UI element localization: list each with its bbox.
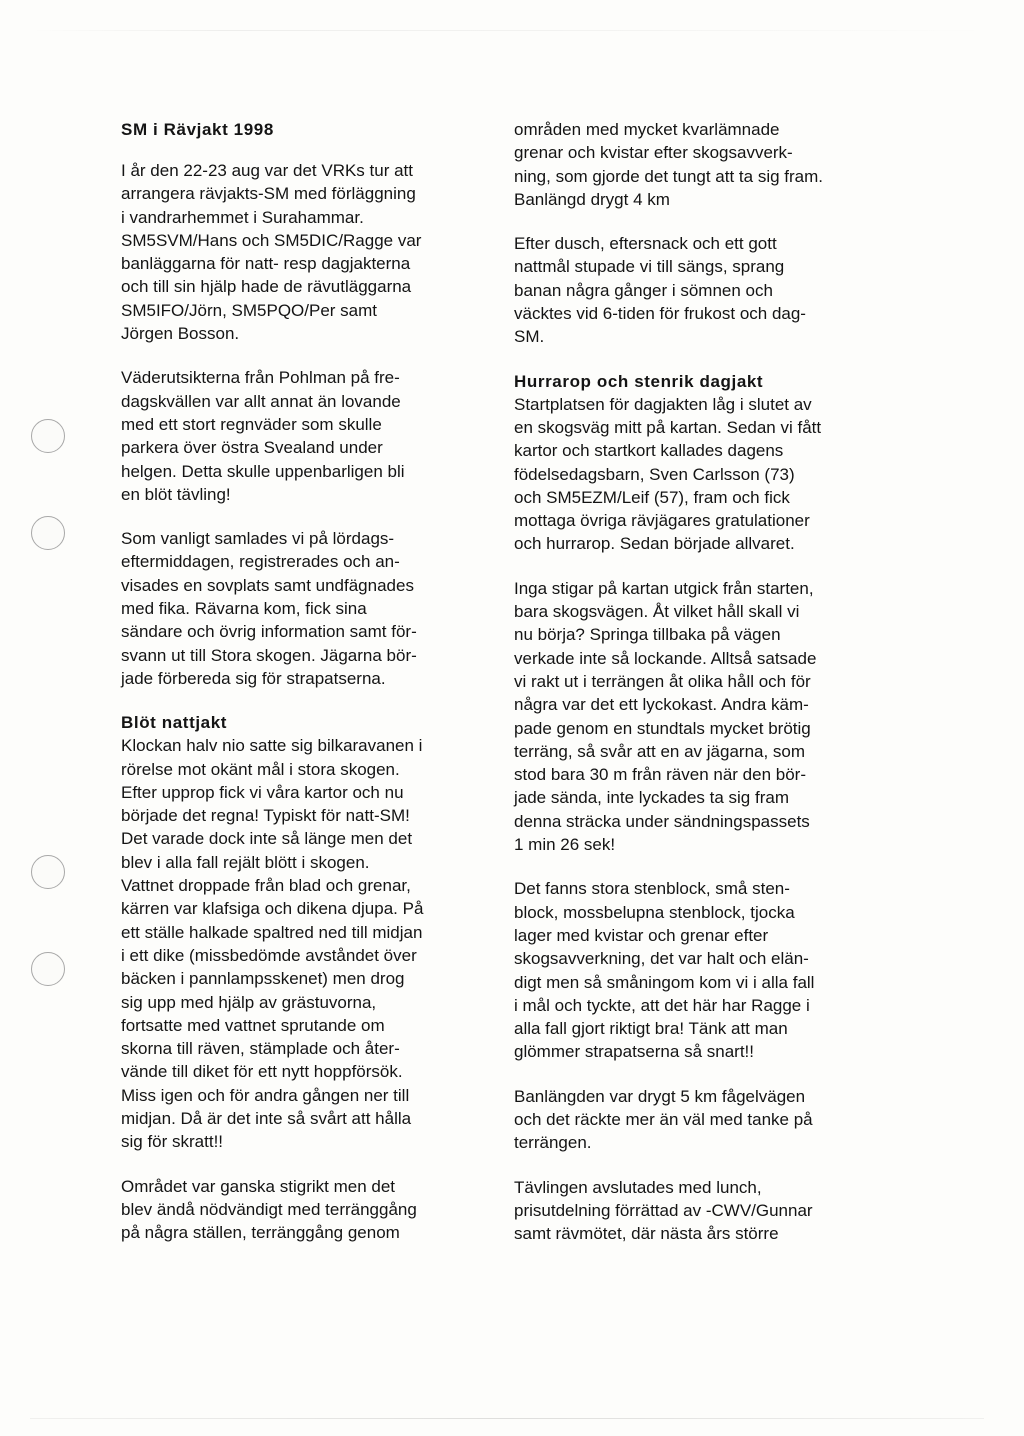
scan-edge-bottom — [30, 1418, 984, 1419]
punch-hole-1 — [31, 419, 65, 453]
paragraph: områden med mycket kvarlämnade grenar och kvistar efter skogsavverk- ning, som gjorde det tungt att ta sig fram. Banlängd drygt 4 km — [514, 120, 823, 209]
paragraph: I år den 22-23 aug var det VRKs tur att arrangera rävjakts-SM med förläggning i vandrarhemmet i Surahammar. SM5SVM/Hans och SM5DIC/Ragge var banläggarna för natt- resp dagjakterna och till sin hjälp hade de rävutläggarna SM5IFO/Jörn, SM5PQO/Per samt Jörgen Bosson. — [121, 161, 422, 344]
right-column — [514, 118, 892, 1266]
paragraph: Efter dusch, eftersnack och ett gott nattmål stupade vi till sängs, sprang banan några gånger i sömnen och väcktes vid 6-tiden för frukost och dag- SM. — [514, 234, 806, 347]
paragraph: Klockan halv nio satte sig bilkaravanen i rörelse mot okänt mål i stora skogen. Efter upprop fick vi våra kartor och nu började det regna! Typiskt för natt-SM! Det varade dock inte så länge men det blev i alla fall rejält blött i skogen. Vattnet droppade från blad och grenar, kärren var klafsiga och dikena djupa. På ett ställe halkade spaltred ned till midjan i ett dike (missbedömde avståndet över bäcken i pannlampsskenet) men drog sig upp med hjälp av grästuvorna, fortsatte med vattnet sprutande om skorna till räven, stämplade och åter- vände till diket för ett nytt hoppförsök. Miss igen och för andra gången ner till midjan. Då är det inte så svårt att hålla sig för skratt!! — [121, 736, 424, 1152]
section-heading: Blöt nattjakt — [121, 713, 228, 733]
scan-edge-top — [30, 30, 994, 31]
paragraph: Startplatsen för dagjakten låg i slutet av en skogsväg mitt på kartan. Sedan vi fått kartor och startkort kallades dagens födelsedagsbarn, Sven Carlsson (73) och SM5EZM/Leif (57), fram och fick mottaga övriga rävjägares gratulationer och hurrarop. Sedan började allvaret. — [514, 394, 822, 554]
paragraph: Området var ganska stigrikt men det blev ändå nödvändigt med terränggång på några ställen, terränggång genom — [121, 1176, 417, 1243]
punch-hole-3 — [31, 855, 65, 889]
paragraph: Inga stigar på kartan utgick från starten, bara skogsvägen. Åt vilket håll skall vi nu börja? Springa tillbaka på vägen verkade inte så lockande. Alltså satsade vi rakt ut i terrängen åt olika håll och för några var det ett lyckokast. Andra käm- pade genom en stundtals mycket brötig terräng, så svår att en av jägarna, som stod bara 30 m från räven när den bör- jade sända, inte lyckades ta sig fram denna sträcka under sändningspassets 1 min 26 sek! — [514, 578, 817, 855]
paragraph: Som vanligt samlades vi på lördags- eftermiddagen, registrerades och an- visades en sovplats samt undfägnades med fika. Rävarna kom, fick sina sändare och övrig information samt för- svann ut till Stora skogen. Jägarna bör- jade förbereda sig för strapatserna. — [121, 529, 417, 688]
section-heading: Hurrarop och stenrik dagjakt — [514, 371, 764, 391]
punch-hole-2 — [31, 516, 65, 550]
punch-hole-4 — [31, 952, 65, 986]
left-column — [121, 118, 501, 1265]
paragraph: Väderutsikterna från Pohlman på fre- dagskvällen var allt annat än lovande med ett stort regnväder som skulle parkera över östra Svealand under helgen. Detta skulle uppenbarligen bli en blöt tävling! — [121, 368, 405, 504]
paragraph: Det fanns stora stenblock, små sten- block, mossbelupna stenblock, tjocka lager med kvistar och grenar efter skogsavverkning, det var halt och elän- digt men så småningom kom vi i alla fall i mål och tyckte, att det här har Ragge i alla fall gjort riktigt bra! Tänk att man glömmer strapatserna så snart!! — [514, 879, 815, 1062]
paragraph: Tävlingen avslutades med lunch, prisutdelning förrättad av -CWV/Gunnar samt rävmötet, där nästa års större — [514, 1177, 813, 1244]
article-title: SM i Rävjakt 1998 — [121, 120, 274, 139]
paragraph: Banlängden var drygt 5 km fågelvägen och det räckte mer än väl med tanke på terrängen. — [514, 1086, 813, 1153]
